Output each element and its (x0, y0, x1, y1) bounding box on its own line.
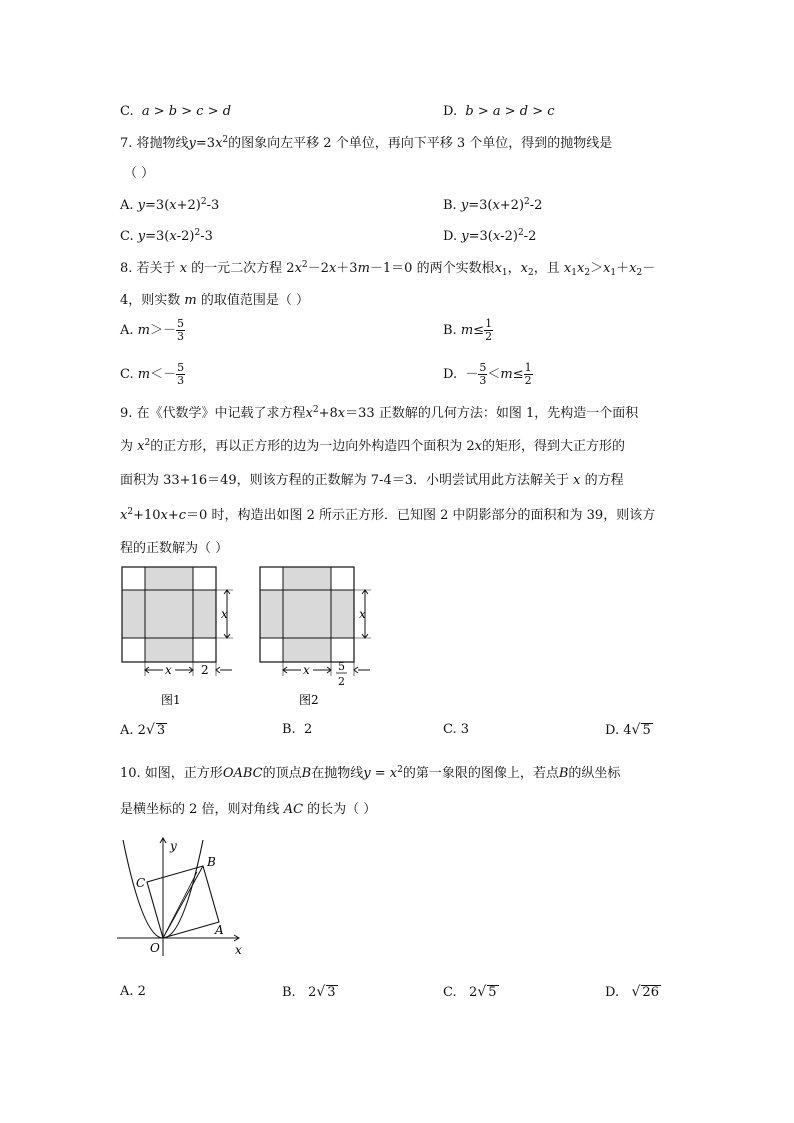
q7-option-b[interactable]: B. $y=3(x+2)^2-2$ (443, 197, 543, 213)
fig1-width-label: 2 (201, 663, 209, 677)
q8-option-a[interactable]: A. m＞－ $\frac{5}{3}$ (120, 317, 185, 343)
q8-option-c[interactable]: C. m＜－ $\frac{5}{3}$ (120, 361, 185, 387)
q9-stem-line3: 面积为 33+16＝49，则该方程的正数解为 7-4＝3．小明尝试用此方法解关于 x 的方程 (120, 473, 624, 488)
fig1-x-label-vertical: x (221, 607, 228, 621)
q9-option-c[interactable]: C. 3 (443, 722, 470, 737)
shaded-rect-horizontal (122, 590, 216, 638)
label-o: O (150, 941, 160, 955)
chord (163, 872, 197, 938)
label-x: x (235, 943, 242, 957)
q9-figure-2 (253, 560, 383, 710)
q10-option-d[interactable]: D. √ 26 (605, 984, 659, 1000)
shaded-rect-horizontal (260, 590, 354, 638)
fig1-x-label-horizontal: x (165, 663, 172, 677)
q7-option-a[interactable]: A. $y=3(x+2)^2-3$ (120, 197, 220, 213)
fig2-width-num: 5 (338, 660, 345, 673)
q9-option-d[interactable]: D. 4√ 5 (605, 722, 651, 738)
label-b: B (207, 855, 216, 869)
q9-stem-line5: 程的正数解为（ ） (120, 541, 229, 556)
fraction: $\frac{1}{2}$ (524, 361, 532, 387)
q7-answer-paren: （ ） (124, 166, 155, 181)
q9-stem-line2: 为 $x^2$的正方形，再以正方形的边为一边向外构造四个面积为 2x的矩形，得到大正方形的 (120, 438, 625, 454)
fig2-x-label-horizontal: x (303, 663, 310, 677)
q10-option-a[interactable]: A. 2 (120, 984, 146, 999)
q10-stem-line1: 10. 如图，正方形OABC的顶点B在抛物线$y = x^2$的第一象限的图像上，若点B的纵坐标 (120, 765, 621, 781)
label-a: A (215, 923, 224, 937)
q7-option-c[interactable]: C. $y=3(x-2)^2-3$ (120, 228, 213, 244)
label-c: C (136, 876, 146, 890)
q10-stem-line2: 是横坐标的 2 倍，则对角线 AC 的长为（ ） (120, 802, 377, 817)
q8-stem-line2: 4，则实数 m 的取值范围是（ ） (120, 293, 310, 308)
fraction: $\frac{1}{2}$ (485, 317, 493, 343)
q6-option-c[interactable]: C. a > b > c > d (120, 104, 232, 119)
fig2-x-label-vertical: x (359, 607, 366, 621)
q9-stem-line1: 9. 在《代数学》中记载了求方程$x^2+8x=33$ 正数解的几何方法：如图 1，先构造一个面积 (120, 405, 639, 421)
q10-option-c[interactable]: C. 2√ 5 (443, 984, 497, 1000)
q6-option-d[interactable]: D. b > a > d > c (443, 104, 555, 119)
q6-option-c-expr: a > b > c > d (141, 104, 232, 119)
q8-option-d[interactable]: D. － $\frac{5}{3}$ ＜m≤ $\frac{1}{2}$ (443, 361, 532, 387)
fraction: $\frac{5}{3}$ (177, 361, 185, 387)
fraction: $\frac{5}{3}$ (177, 317, 185, 343)
q9-stem-line4: $x^2+10x+c=0$ 时，构造出如图 2 所示正方形．已知图 2 中阴影部分的面积和为 39，则该方 (120, 507, 656, 523)
fig2-caption: 图2 (299, 693, 319, 707)
q7-stem: 7. 将抛物线$y=3x^2$的图象向左平移 2 个单位，再向下平移 3 个单位，得到的抛物线是 (120, 135, 613, 151)
fig2-width-den: 2 (338, 675, 345, 688)
q8-stem-line1: 8. 若关于 x 的一元二次方程 $2x^2-2x+3m-1=0$ 的两个实数根$x_1$，$x_2$，且 $x_1x_2>x_1+x_2-$ (120, 260, 656, 278)
q8-option-b[interactable]: B. m≤ $\frac{1}{2}$ (443, 317, 493, 343)
label-y: y (170, 839, 177, 853)
q10-option-b[interactable]: B. 2√ 3 (282, 984, 336, 1000)
q9-option-a[interactable]: A. 2√ 3 (120, 722, 166, 738)
q9-figure-1 (115, 560, 245, 710)
q6-option-d-expr: b > a > d > c (465, 104, 555, 119)
q7-option-d[interactable]: D. $y=3(x-2)^2-2$ (443, 228, 537, 244)
q9-option-b[interactable]: B. 2 (282, 722, 313, 737)
q10-figure (115, 832, 250, 962)
fig1-caption: 图1 (161, 693, 181, 707)
fraction: $\frac{5}{3}$ (479, 361, 487, 387)
